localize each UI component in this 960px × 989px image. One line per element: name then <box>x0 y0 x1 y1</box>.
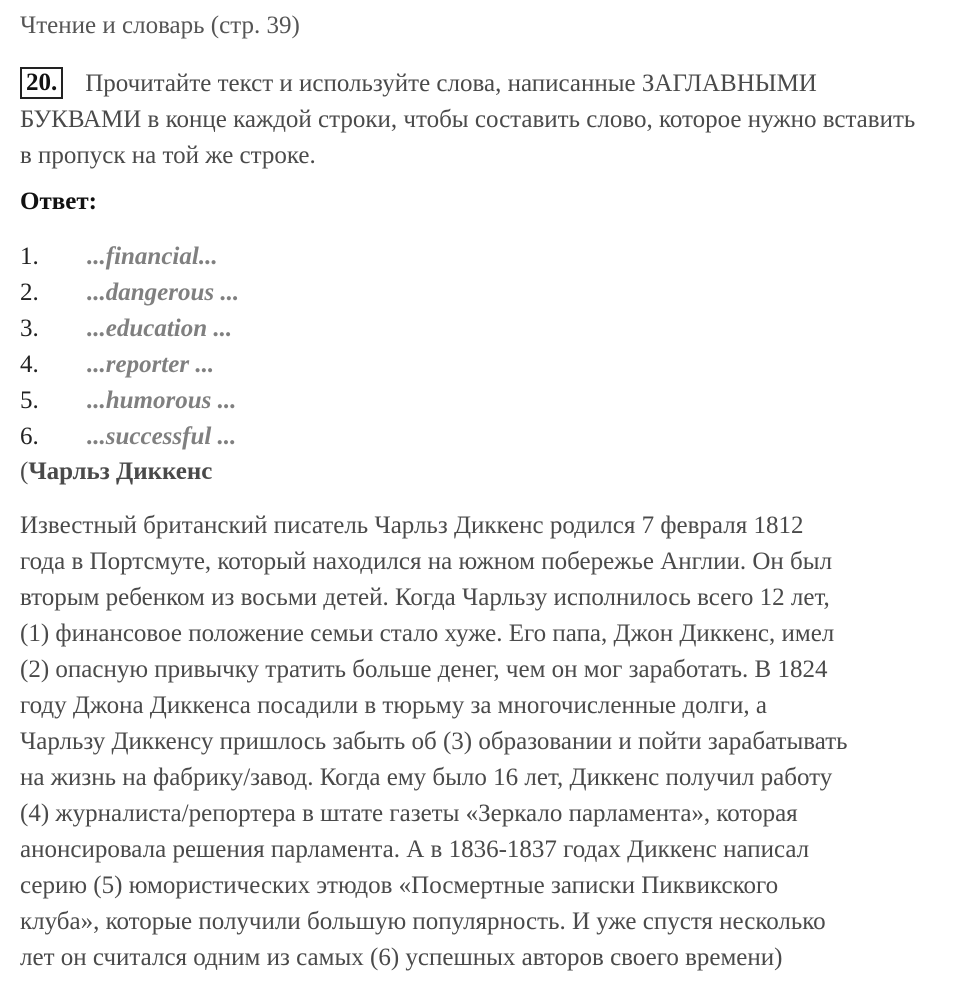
answer-number: 1. <box>20 243 39 270</box>
answer-item-6 <box>20 419 239 455</box>
answer-number: 2. <box>20 279 39 306</box>
answer-item-1 <box>20 239 239 275</box>
task-number-badge: 20. <box>20 67 63 99</box>
task-instruction: Прочитайте текст и используйте слова, написанные ЗАГЛАВНЫМИ БУКВАМИ в конце каждой строки, чтобы составить слово, которое нужно вставить в пропуск на той же строке. <box>20 70 916 169</box>
answer-item-4 <box>20 347 239 383</box>
translation-text <box>20 508 940 976</box>
answer-word: ...reporter ... <box>87 351 215 378</box>
text-line: клуба», которые получили большую популярность. И уже спустя несколько <box>20 908 826 935</box>
answer-item-2 <box>20 275 239 311</box>
answer-word: ...humorous ... <box>87 387 237 414</box>
text-line: серию (5) юмористических этюдов «Посмертные записки Пиквикского <box>20 872 779 899</box>
text-line: года в Портсмуте, который находился на южном побережье Англии. Он был <box>20 548 833 575</box>
translation-heading <box>20 454 212 490</box>
answer-word: ...dangerous ... <box>87 279 240 306</box>
answer-number: 3. <box>20 315 39 342</box>
text-line: анонсировала решения парламента. А в 1836-1837 годах Диккенс написал <box>20 836 810 863</box>
answer-number: 5. <box>20 387 39 414</box>
task-block <box>20 66 920 174</box>
answer-list <box>20 239 239 455</box>
text-line: вторым ребенком из восьми детей. Когда Чарльзу исполнилось всего 12 лет, <box>20 584 830 611</box>
text-line: (1) финансовое положение семьи стало хуже. Его папа, Джон Диккенс, имел <box>20 620 835 647</box>
answer-word: ...education ... <box>87 315 233 342</box>
answer-label: Ответ: <box>20 188 97 215</box>
text-line: (4) журналиста/репортера в штате газеты «Зеркало парламента», которая <box>20 800 798 827</box>
text-line: Чарльзу Диккенсу пришлось забыть об (3) образовании и пойти зарабатывать <box>20 728 848 755</box>
answer-word: ...financial... <box>87 243 218 270</box>
translation-title: Чарльз Диккенс <box>28 458 213 485</box>
answer-number: 6. <box>20 423 39 450</box>
open-parenthesis: ( <box>20 458 29 485</box>
text-line: (2) опасную привычку тратить больше денег, чем он мог заработать. В 1824 <box>20 656 828 683</box>
section-title: Чтение и словарь (стр. 39) <box>20 12 300 39</box>
answer-item-3 <box>20 311 239 347</box>
answer-number: 4. <box>20 351 39 378</box>
text-line: лет он считался одним из самых (6) успешных авторов своего времени) <box>20 944 783 971</box>
text-line: году Джона Диккенса посадили в тюрьму за многочисленные долги, а <box>20 692 767 719</box>
answer-word: ...successful ... <box>87 423 237 450</box>
text-line: на жизнь на фабрику/завод. Когда ему было 16 лет, Диккенс получил работу <box>20 764 833 791</box>
text-line: Известный британский писатель Чарльз Диккенс родился 7 февраля 1812 <box>20 512 804 539</box>
answer-item-5 <box>20 383 239 419</box>
